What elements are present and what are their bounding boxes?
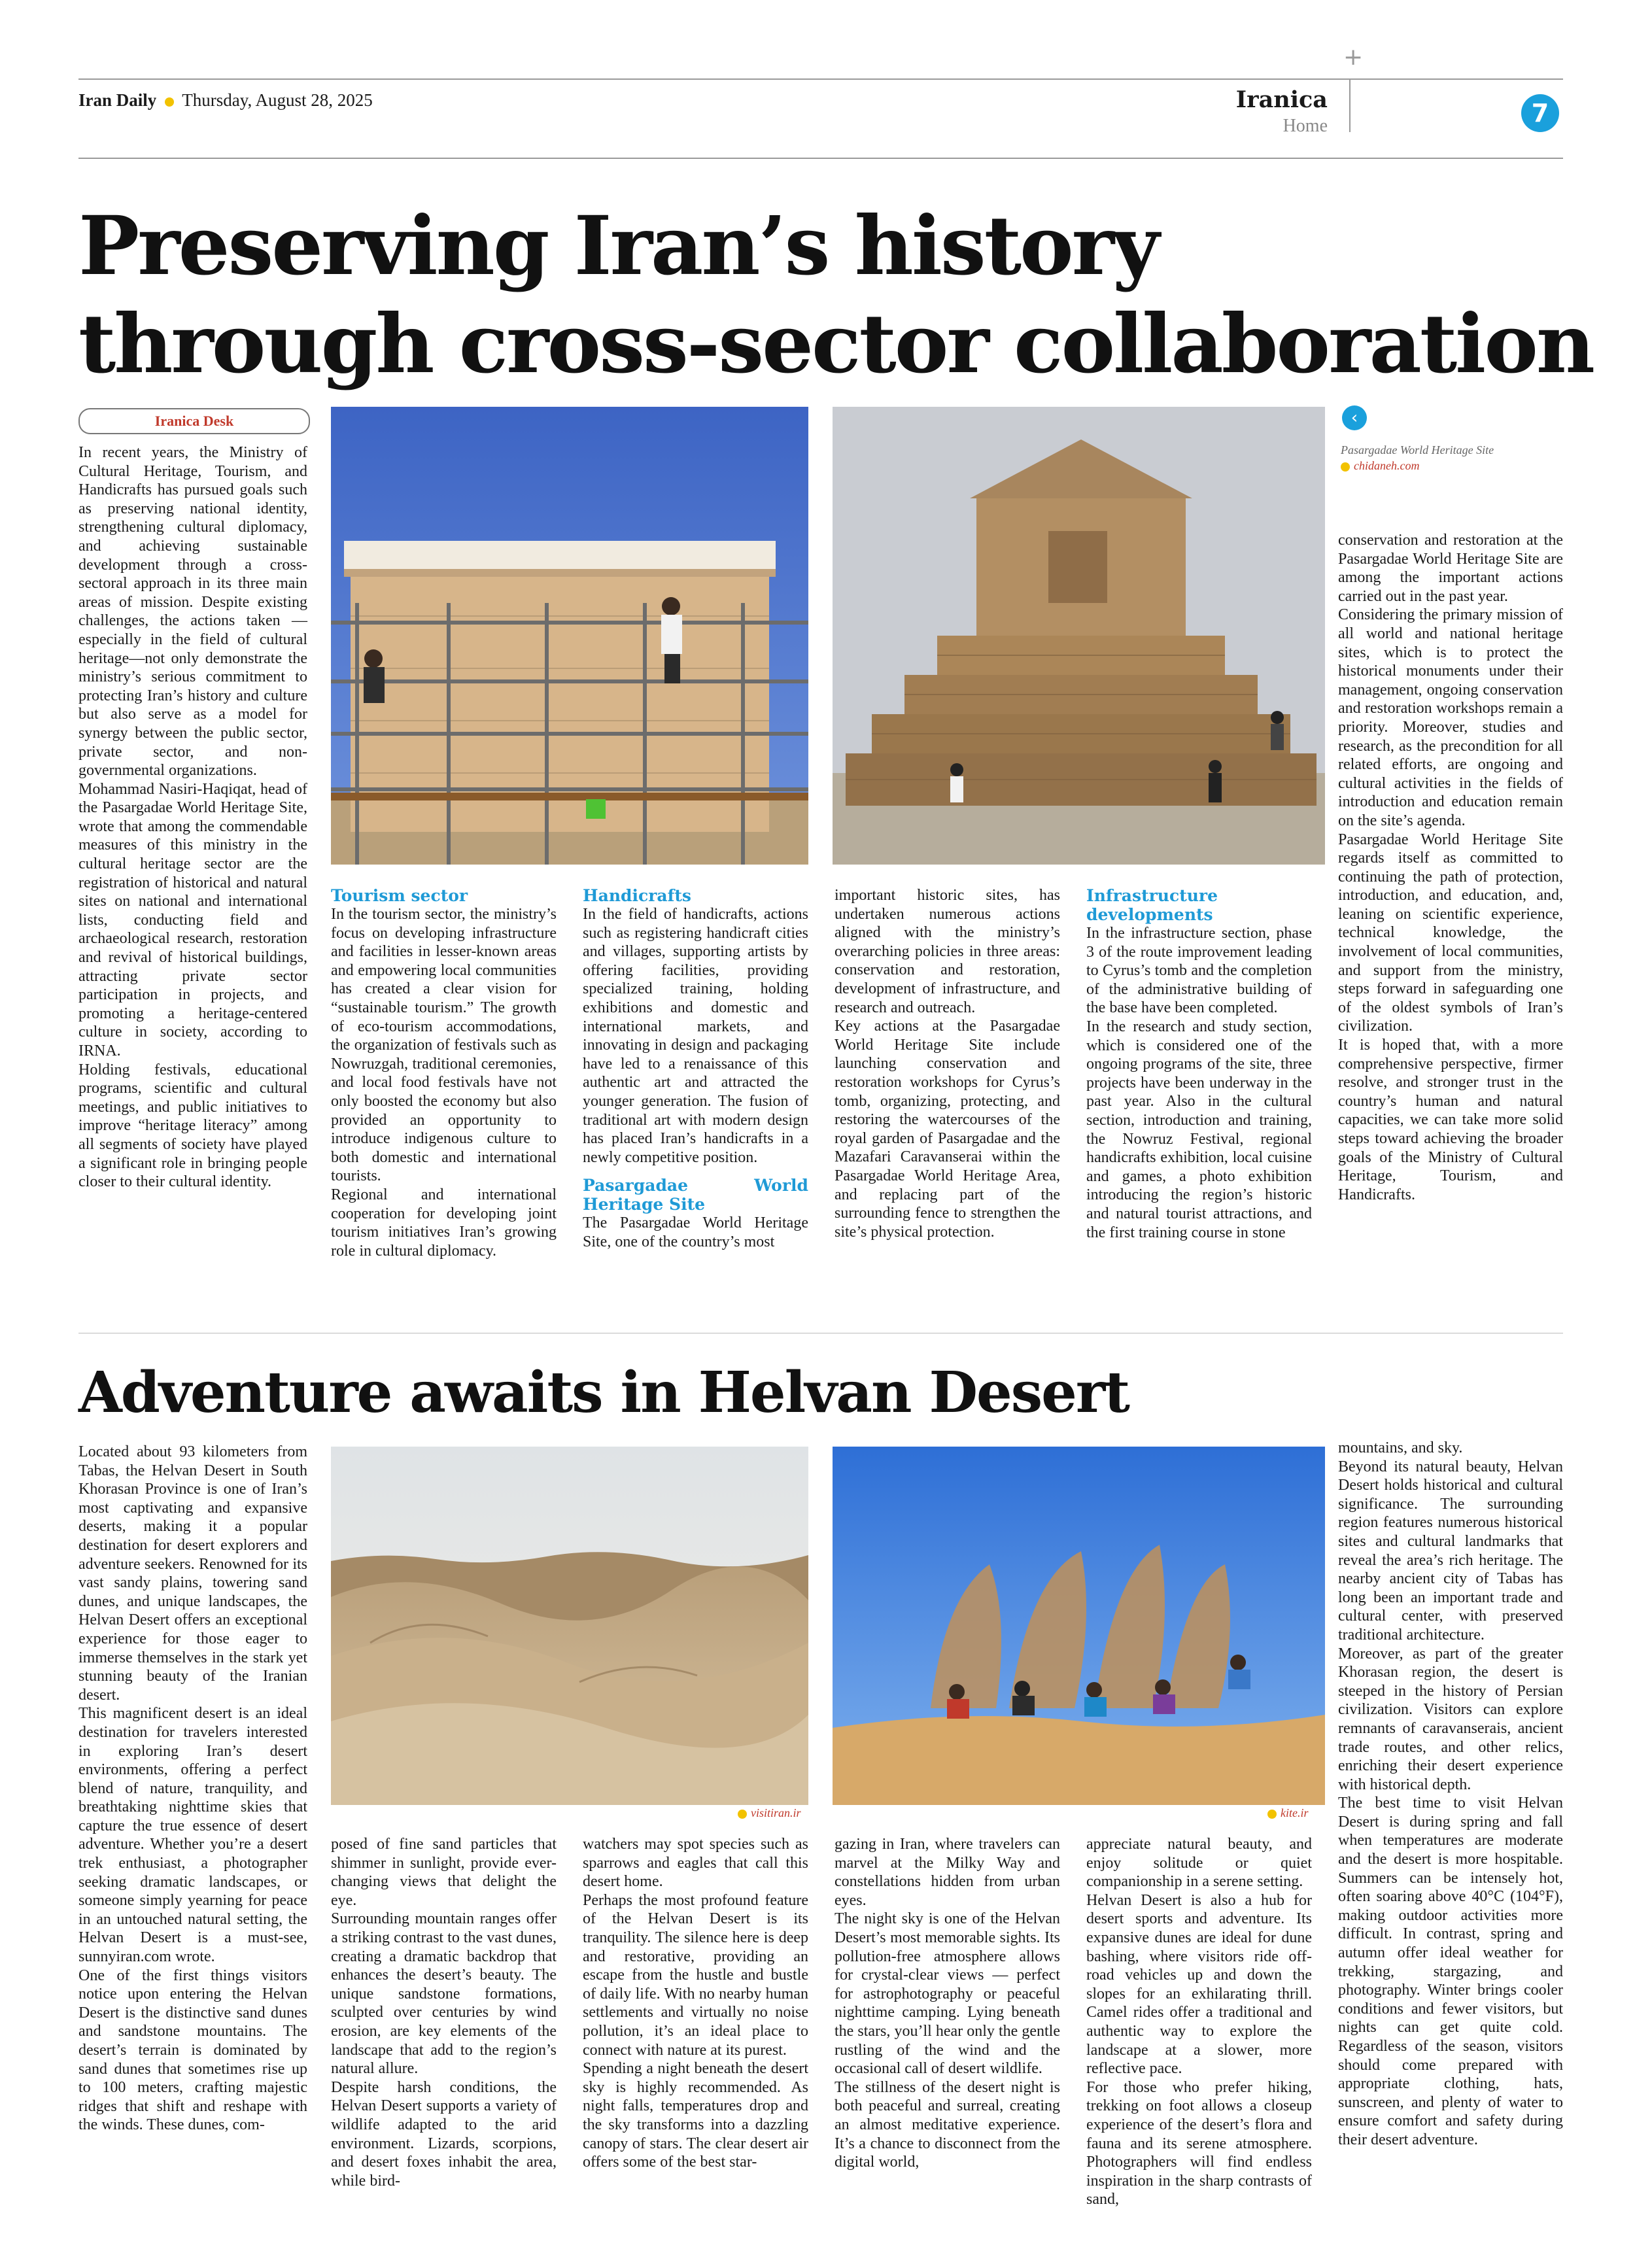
article2-column-6	[1338, 1439, 1563, 2150]
article2-column-1	[78, 1443, 307, 2135]
paragraph: Mohammad Nasiri-Haqiqat, head of the Pasargadae World Heritage Site, wrote that among the commendable measures of this ministry in the cultural heritage sector are the registration of historical and natural sites on national and international lists, conducting field and archaeological research, restoration and revival of historical buildings, attracting private sector participation in projects, and promoting a heritage-centered culture in society, according to IRNA.	[78, 780, 307, 1059]
subhead-infrastructure: Infrastructure developments	[1086, 886, 1218, 924]
paragraph: In the research and study section, which is considered one of the ongoing programs of the site, three projects have been underway in the past year. Also in the cultural section, introduction and training, the Nowruz Festival, regional handicrafts exhibition, local cuisine and games, a photo exhibition introducing the region’s historic and natural tourist attractions, and the first training course in stone	[1086, 1018, 1312, 1241]
previous-photo-button[interactable]	[1342, 405, 1367, 430]
photo-credit	[1341, 459, 1419, 473]
paragraph: conservation and restoration at the Pasargadae World Heritage Site are among the important actions carried out in the past year.	[1338, 532, 1563, 605]
credit-text: kite.ir	[1281, 1806, 1309, 1819]
article1-headline	[78, 198, 1593, 394]
photo-restoration-scaffolding	[331, 407, 808, 865]
credit-dot	[1341, 462, 1350, 472]
paragraph: The night sky is one of the Helvan Desert’s most memorable sights. Its pollution-free atmosphere allows for crystal-clear views — perfect for astrophotography or peaceful nighttime camping. Lying beneath the stars, you’ll hear only the gentle rustling of the wind and the occasional call of desert wildlife.	[835, 1910, 1060, 2078]
photo-people-throwing-sand	[833, 1447, 1325, 1805]
paragraph: watchers may spot species such as sparrows and eagles that call this desert home.	[583, 1836, 808, 1891]
paragraph: The best time to visit Helvan Desert is during spring and fall when temperatures are moderate and the desert is more hospitable. Summers can be intensely hot, often soaring above 40°C (104°F), making outdoor activities more difficult. In contrast, spring and autumn offer ideal weather for trekking, stargazing, and photography. Winter brings cooler conditions and fewer visitors, but nights can get quite cold. Regardless of the season, visitors should come prepared with appropriate clothing, hats, sunscreen, and plenty of water to ensure comfort and safety during their desert adventure.	[1338, 1795, 1563, 2148]
article1-column-1	[78, 443, 307, 1192]
paragraph: The stillness of the desert night is both peaceful and surreal, creating an almost meditative experience. It’s a chance to disconnect from the digital world,	[835, 2078, 1060, 2171]
author-tag: Iranica Desk	[78, 408, 310, 434]
paragraph: Holding festivals, educational programs, scientific and cultural meetings, and public initiatives to improve “heritage literacy” among all segments of society have played a significant role in bringing people closer to their cultural identity.	[78, 1061, 307, 1191]
paragraph: Regional and international cooperation for developing joint tourism initiatives Iran’s growing role in cultural diplomacy.	[331, 1186, 557, 1260]
photo-art	[331, 1447, 808, 1805]
header-divider	[1349, 78, 1351, 132]
paragraph: posed of fine sand particles that shimmer in sunlight, provide ever-changing views that delight the eye.	[331, 1836, 557, 1909]
article2-column-4	[835, 1835, 1060, 2172]
article1-column-6	[1338, 531, 1563, 1204]
paragraph: Considering the primary mission of all world and national heritage sites, which is to protect the historical monuments under their management, ongoing conservation and restoration workshops remain a priority. Moreover, studies and research, as the precondition for all related efforts, are ongoing and cultural activities in the fields of introduction and education remain on the site’s agenda.	[1338, 606, 1563, 829]
paragraph: Despite harsh conditions, the Helvan Desert supports a variety of wildlife adapted to the arid environment. Lizards, scorpions, and desert foxes inhabit the area, while bird-	[331, 2078, 557, 2190]
article1-column-3	[583, 886, 808, 1252]
paragraph: appreciate natural beauty, and enjoy solitude or quiet companionship in a serene setting.	[1086, 1836, 1312, 1891]
paragraph: Perhaps the most profound feature of the Helvan Desert is its tranquility. The silence here is deep and restorative, providing an escape from the hustle and bustle of daily life. With no nearby human settlements and virtually no noise pollution, it’s an ideal place to connect with nature at its purest.	[583, 1891, 808, 2059]
article2-column-5	[1086, 1835, 1312, 2209]
header-top-rule	[78, 78, 1563, 80]
credit-dot	[738, 1810, 747, 1819]
subsection-name: Home	[1282, 116, 1328, 136]
paragraph: Located about 93 kilometers from Tabas, the Helvan Desert in South Khorasan Province is one of Iran’s most captivating and expansive deserts, making it a popular destination for desert explorers and adventure seekers. Renowned for its vast sandy plains, towering sand dunes, and unique landscapes, the Helvan Desert offers an exceptional experience for those eager to immerse themselves in the stark yet stunning beauty of the Iranian desert.	[78, 1443, 307, 1704]
article1-column-5	[1086, 886, 1312, 1242]
photo-credit	[738, 1806, 801, 1820]
paragraph: Pasargadae World Heritage Site regards itself as committed to continuing the path of protection, introduction, and education, and, leaning on scientific experience, technical knowledge, the involvement of local communities, and support from the ministry, steps forward in safeguarding one of the oldest symbols of Iran’s civilization.	[1338, 831, 1563, 1035]
paragraph: In the field of handicrafts, actions such as registering handicraft cities and villages, supporting artists by offering facilities, providing specialized training, holding exhibitions and domestic and international markets, and innovating in design and packaging have led to a renaissance of this authentic art and attracted the younger generation. The fusion of traditional art with modern design has placed Iran’s handicrafts in a newly competitive position.	[583, 906, 808, 1166]
article1-column-4	[835, 886, 1060, 1241]
subhead-handicrafts: Handicrafts	[583, 886, 691, 905]
article2-column-3	[583, 1835, 808, 2172]
header-bottom-rule	[78, 158, 1563, 159]
photo-caption: Pasargadae World Heritage Site	[1341, 443, 1494, 456]
issue-date: Thursday, August 28, 2025	[182, 90, 373, 110]
photo-cyrus-tomb	[833, 407, 1325, 865]
paragraph: Key actions at the Pasargadae World Heritage Site include launching conservation and restoration workshops for Cyrus’s tomb, organizing, protecting, and restoring the watercourses of the royal garden of Pasargadae and the Mazafari Caravanserai within the Pasargadae World Heritage Area, and replacing part of the surrounding fence to strengthen the site’s physical protection.	[835, 1018, 1060, 1241]
credit-dot	[1267, 1810, 1277, 1819]
paragraph: The Pasargadae World Heritage Site, one of the country’s most	[583, 1214, 808, 1250]
separator-dot	[165, 97, 174, 107]
paper-name: Iran Daily	[78, 90, 157, 110]
article2-headline: Adventure awaits in Helvan Desert	[78, 1360, 1129, 1426]
subhead-tourism: Tourism sector	[331, 886, 468, 905]
chevron-left-icon: ‹	[1351, 408, 1358, 428]
paragraph: Spending a night beneath the desert sky is highly recommended. As night falls, temperatures drop and the sky transforms into a dazzling canopy of stars. The clear desert air offers some of the best star-	[583, 2060, 808, 2171]
paragraph: Surrounding mountain ranges offer a striking contrast to the vast dunes, creating a dramatic backdrop that enhances the desert’s beauty. The unique sandstone formations, sculpted over centuries by wind erosion, are key elements of the landscape that add to the region’s natural allure.	[331, 1910, 557, 2078]
credit-text: visitiran.ir	[751, 1806, 801, 1819]
paragraph: gazing in Iran, where travelers can marvel at the Milky Way and constellations hidden from urban eyes.	[835, 1836, 1060, 1909]
article2-column-2	[331, 1835, 557, 2190]
paragraph: Moreover, as part of the greater Khorasan region, the desert is steeped in the history of Persian civilization. Visitors can explore remnants of caravanserais, ancient trade routes, and other relics, enriching their desert experience with historical depth.	[1338, 1645, 1563, 1793]
crop-mark: +	[1343, 44, 1364, 71]
credit-text: chidaneh.com	[1354, 459, 1420, 472]
paragraph: This magnificent desert is an ideal destination for travelers interested in exploring Iran’s desert environments, offering a perfect blend of nature, tranquility, and breathtaking nighttime skies that capture the true essence of desert adventure. Whether you’re a desert trek enthusiast, a photographer seeking dramatic landscapes, or someone simply yearning for peace in an untouched natural setting, the Helvan Desert is a must-see, sunnyiran.com wrote.	[78, 1705, 307, 1966]
photo-art	[833, 1447, 1325, 1805]
paragraph: In the tourism sector, the ministry’s focus on developing infrastructure and facilities in lesser-known areas and empowering local communities has created a clear vision for “sustainable tourism.” The growth of eco-tourism accommodations, the organization of festivals such as Nowruzgah, traditional ceremonies, and local food festivals have not only boosted the economy but also provided an opportunity to introduce indigenous culture to both domestic and international tourists.	[331, 906, 557, 1185]
paragraph: In the infrastructure section, phase 3 of the route improvement leading to Cyrus’s tomb and the completion of the administrative building of the base have been completed.	[1086, 925, 1312, 1017]
paragraph: One of the first things visitors notice upon entering the Helvan Desert is the distinctive sand dunes and sandstone mountains. The desert’s terrain is dominated by sand dunes that sometimes rise up to 100 meters, crafting majestic ridges that shift and reshape with the winds. These dunes, com-	[78, 1967, 307, 2134]
photo-art	[331, 407, 808, 865]
headline-line2: through cross-sector collaboration	[78, 297, 1594, 392]
page-number: 7	[1521, 94, 1559, 132]
paragraph: Helvan Desert is also a hub for desert sports and adventure. Its expansive dunes are ideal for dune bashing, where visitors ride off-road vehicles up and down the slopes for an exhilarating thrill. Camel rides offer a traditional and authentic way to explore the landscape at a slower, more reflective pace.	[1086, 1891, 1312, 2078]
masthead-line	[78, 90, 373, 111]
photo-credit	[1267, 1806, 1309, 1820]
photo-art	[833, 407, 1325, 865]
article1-column-2	[331, 886, 557, 1260]
paragraph: For those who prefer hiking, trekking on foot allows a closeup experience of the desert’s flora and fauna and its serene atmosphere. Photographers will find endless inspiration in the sharp contrasts of sand,	[1086, 2078, 1312, 2208]
paragraph: mountains, and sky.	[1338, 1439, 1463, 1456]
subhead-pasargadae: Pasargadae World Heritage Site	[583, 1176, 808, 1214]
paragraph: It is hoped that, with a more comprehensive perspective, firmer resolve, and stronger trust in the country’s human and natural capacities, we can take more solid steps toward achieving the broader goals of the Ministry of Cultural Heritage, Tourism, and Handicrafts.	[1338, 1037, 1563, 1203]
section-name: Iranica	[1235, 86, 1328, 113]
paragraph: In recent years, the Ministry of Cultural Heritage, Tourism, and Handicrafts has pursued goals such as preserving national identity, strengthening cultural diplomacy, and achieving sustainable development through a cross-sectoral approach in its three main areas of mission. Despite existing challenges, the actions taken — especially in the field of cultural heritage—not only demonstrate the ministry’s serious commitment to protecting Iran’s history and culture but also serve as a model for synergy between the public sector, private sector, and non-governmental organizations.	[78, 444, 307, 780]
photo-desert-dunes	[331, 1447, 808, 1805]
paragraph: Beyond its natural beauty, Helvan Desert holds historical and cultural significance. The surrounding region features numerous historical sites and cultural landmarks that reveal the area’s rich heritage. The nearby ancient city of Tabas has long been an important trade and cultural center, with preserved traditional architecture.	[1338, 1458, 1563, 1643]
paragraph: important historic sites, has undertaken numerous actions aligned with the ministry’s overarching policies in three areas: conservation and restoration, development of infrastructure, and research and outreach.	[835, 887, 1060, 1016]
headline-line1: Preserving Iran’s history	[78, 199, 1158, 294]
